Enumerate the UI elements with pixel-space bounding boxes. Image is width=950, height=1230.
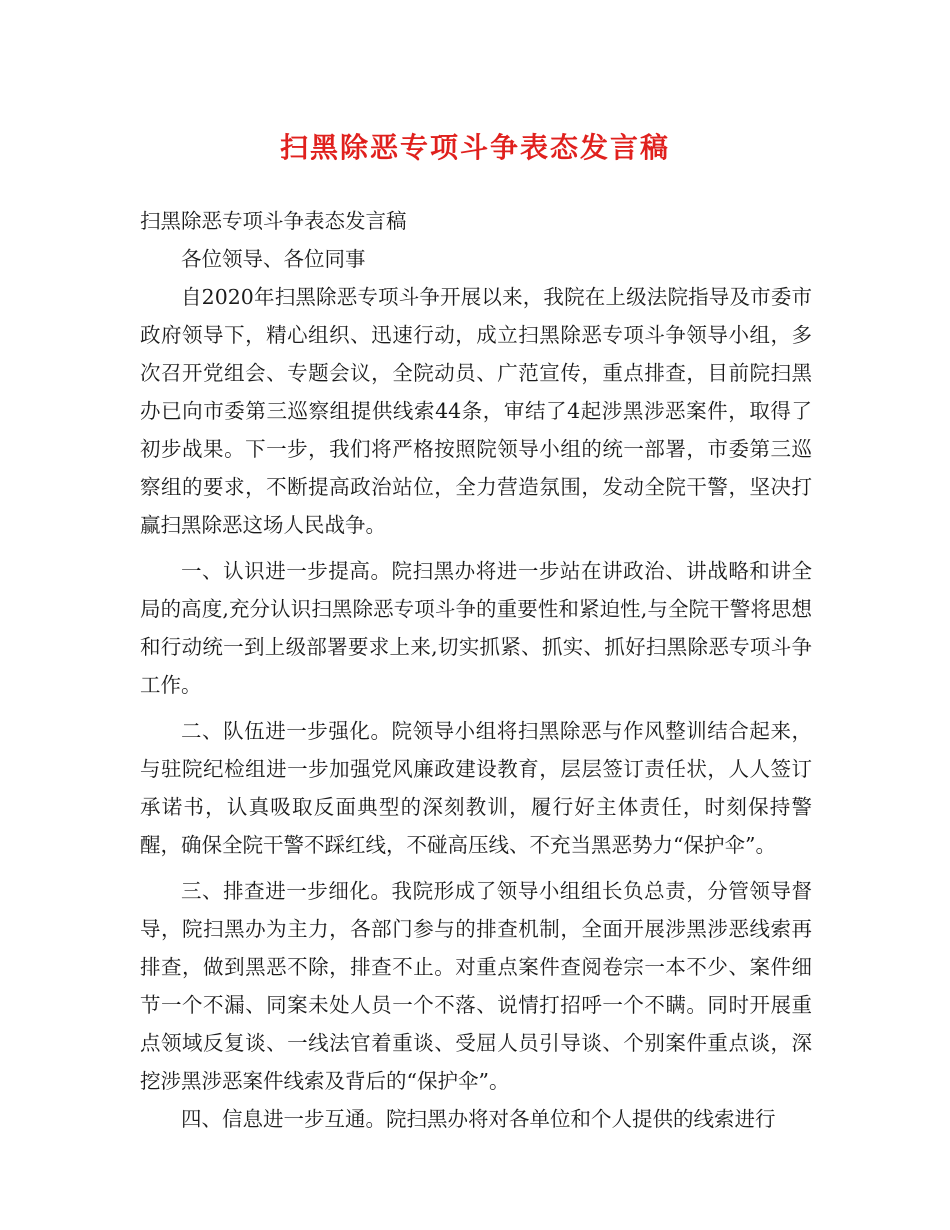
subtitle-paragraph: 扫黑除恶专项斗争表态发言稿 [140,209,407,233]
point-three-paragraph: 三、排查进一步细化。我院形成了领导小组组长负总责，分管领导督导，院扫黑办为主力，各部门参与的排查机制，全面开展涉黑涉恶线索再排查，做到黑恶不除，排查不止。对重点案件查阅卷宗一本不少、案件细节一个不漏、同案未处人员一个不落、说情打招呼一个不瞒。同时开展重点领域反复谈、一线法官着重谈、受屈人员引导谈、个别案件重点谈，深挖涉黑涉恶案件线索及背后的“保护伞”。 [140,879,812,1093]
document-body [140,202,812,1138]
point-two-paragraph: 二、队伍进一步强化。院领导小组将扫黑除恶与作风整训结合起来，与驻院纪检组进一步加强党风廉政建设教育，层层签订责任状，人人签订承诺书，认真吸取反面典型的深刻教训，履行好主体责任，时刻保持警醒，确保全院干警不踩红线，不碰高压线、不充当黑恶势力“保护伞”。 [140,719,812,857]
salutation-paragraph: 各位领导、各位同事 [181,247,366,271]
point-four-paragraph: 四、信息进一步互通。院扫黑办将对各单位和个人提供的线索进行 [181,1107,776,1131]
point-one-paragraph: 一、认识进一步提高。院扫黑办将进一步站在讲政治、讲战略和讲全局的高度,充分认识扫黑除恶专项斗争的重要性和紧迫性,与全院干警将思想和行动统一到上级部署要求上来,切实抓紧、抓实、抓好扫黑除恶专项斗争工作。 [140,559,812,697]
intro-paragraph: 自2020年扫黑除恶专项斗争开展以来，我院在上级法院指导及市委市政府领导下，精心组织、迅速行动，成立扫黑除恶专项斗争领导小组，多次召开党组会、专题会议，全院动员、广范宣传，重点排查，目前院扫黑办已向市委第三巡察组提供线索44条，审结了4起涉黑涉恶案件，取得了初步战果。下一步，我们将严格按照院领导小组的统一部署，市委第三巡察组的要求，不断提高政治站位，全力营造氛围，发动全院干警，坚决打赢扫黑除恶这场人民战争。 [140,285,812,537]
document-title: 扫黑除恶专项斗争表态发言稿 [279,131,670,164]
